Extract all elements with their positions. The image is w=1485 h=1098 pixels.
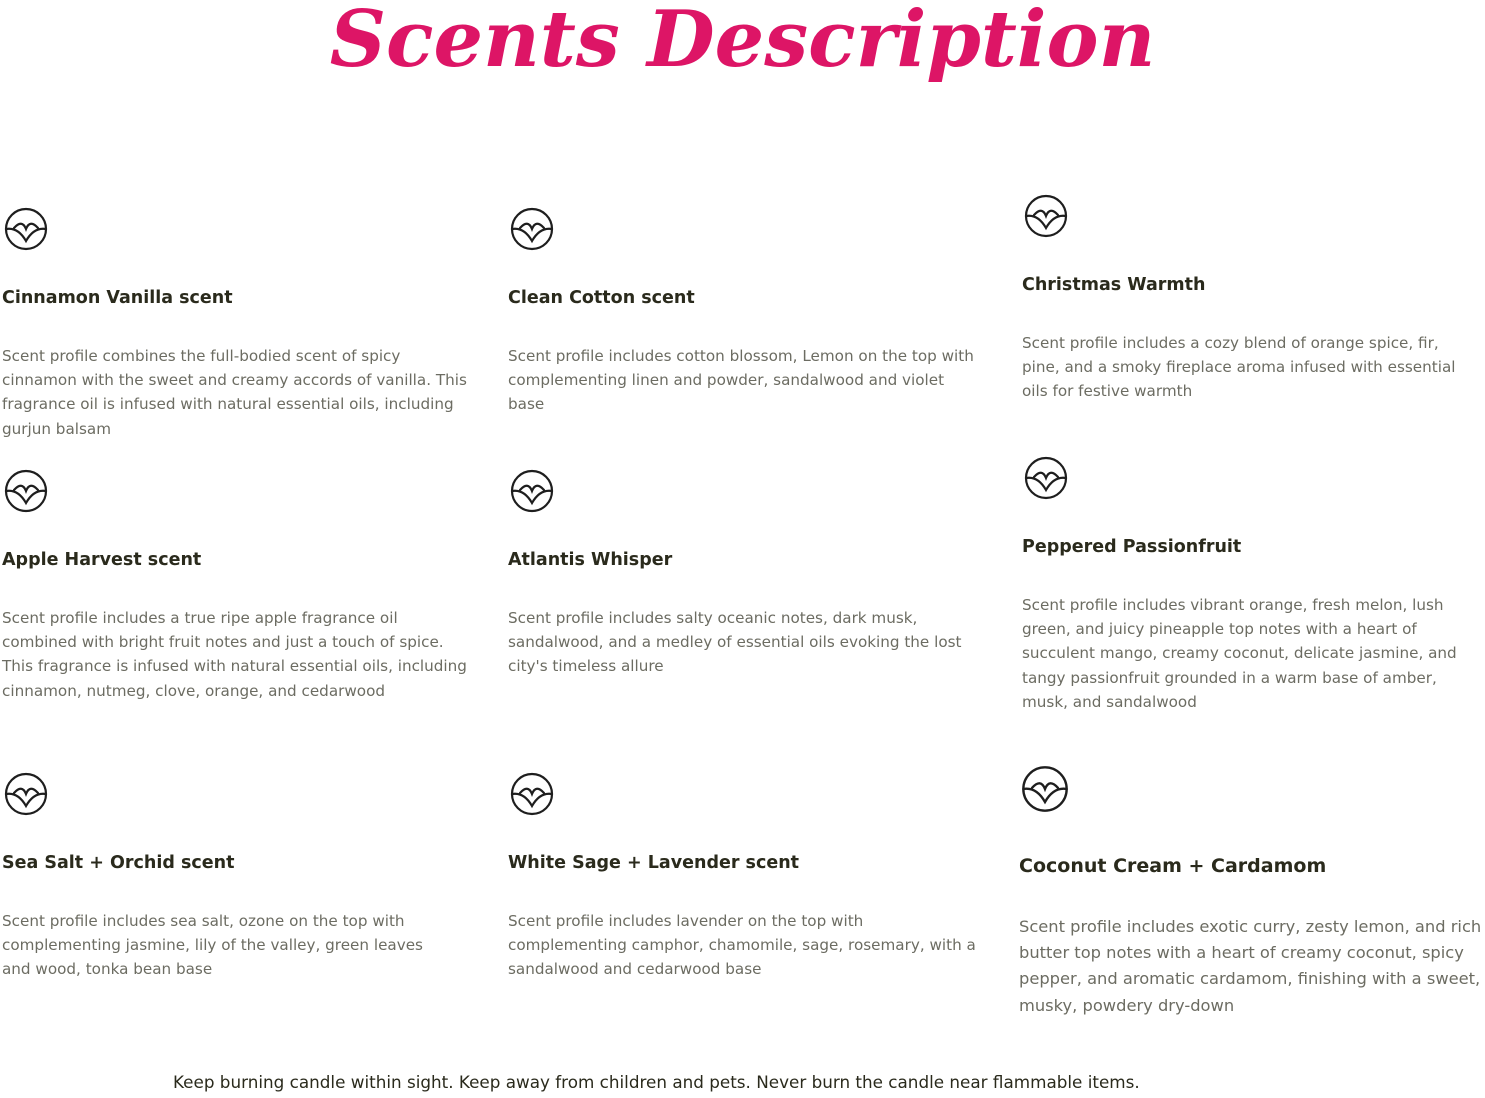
page-title: Scents Description <box>329 0 1156 85</box>
lotus-bowl-icon <box>2 467 50 515</box>
lotus-bowl-icon <box>1019 763 1071 815</box>
scent-name: Cinnamon Vanilla scent <box>2 288 233 308</box>
lotus-bowl-icon <box>2 770 50 818</box>
scent-description: Scent profile includes vibrant orange, fresh melon, lush green, and juicy pineapple top notes with a heart of succulent mango, creamy coconut, delicate jasmine, and tangy passionfruit grounded in a warm base of amber, musk, and sandalwood <box>1022 596 1457 711</box>
lotus-bowl-icon <box>508 770 556 818</box>
scent-card-coconut-cream-cardamom <box>1019 763 1483 1023</box>
scent-description: Scent profile includes sea salt, ozone on the top with complementing jasmine, lily of the valley, green leaves and wood, tonka bean base <box>2 912 423 979</box>
scent-name: Christmas Warmth <box>1022 275 1206 295</box>
lotus-bowl-icon <box>1022 192 1070 240</box>
safety-notice: Keep burning candle within sight. Keep away from children and pets. Never burn the candle near flammable items. <box>173 1072 1140 1092</box>
scent-card-white-sage-lavender <box>508 770 988 1000</box>
scent-card-apple-harvest <box>2 467 472 707</box>
scent-description: Scent profile includes lavender on the top with complementing camphor, chamomile, sage, rosemary, with a sandalwood and cedarwood base <box>508 912 976 979</box>
scent-card-christmas-warmth <box>1022 192 1482 432</box>
scent-card-atlantis-whisper <box>508 467 988 707</box>
scent-card-clean-cotton <box>508 205 988 445</box>
scent-name: Clean Cotton scent <box>508 288 695 308</box>
lotus-bowl-icon <box>1022 454 1070 502</box>
scent-card-cinnamon-vanilla <box>2 205 472 445</box>
scent-name: Atlantis Whisper <box>508 550 673 570</box>
scent-description: Scent profile includes salty oceanic notes, dark musk, sandalwood, and a medley of essential oils evoking the lost city's timeless allure <box>508 609 962 676</box>
scent-name: Apple Harvest scent <box>2 550 202 570</box>
scent-card-sea-salt-orchid <box>2 770 472 1000</box>
scent-card-peppered-passionfruit <box>1022 454 1482 724</box>
scent-description: Scent profile includes a true ripe apple fragrance oil combined with bright fruit notes and just a touch of spice. This fragrance is infused with natural essential oils, including cinnamon, nutmeg, clove, orange, and cedarwood <box>2 609 467 700</box>
scent-name: Peppered Passionfruit <box>1022 537 1242 557</box>
scent-name: White Sage + Lavender scent <box>508 853 800 873</box>
lotus-bowl-icon <box>508 205 556 253</box>
lotus-bowl-icon <box>508 467 556 515</box>
scent-description: Scent profile includes cotton blossom, Lemon on the top with complementing linen and powder, sandalwood and violet base <box>508 347 974 414</box>
scent-description: Scent profile combines the full-bodied scent of spicy cinnamon with the sweet and creamy accords of vanilla. This fragrance oil is infused with natural essential oils, including gurjun balsam <box>2 347 467 438</box>
lotus-bowl-icon <box>2 205 50 253</box>
scent-name: Coconut Cream + Cardamom <box>1019 855 1327 877</box>
scent-name: Sea Salt + Orchid scent <box>2 853 235 873</box>
scent-description: Scent profile includes a cozy blend of orange spice, fir, pine, and a smoky fireplace aroma infused with essential oils for festive warmth <box>1022 334 1456 401</box>
scent-description: Scent profile includes exotic curry, zesty lemon, and rich butter top notes with a heart of creamy coconut, spicy pepper, and aromatic cardamom, finishing with a sweet, musky, powdery dry-down <box>1019 917 1482 1015</box>
